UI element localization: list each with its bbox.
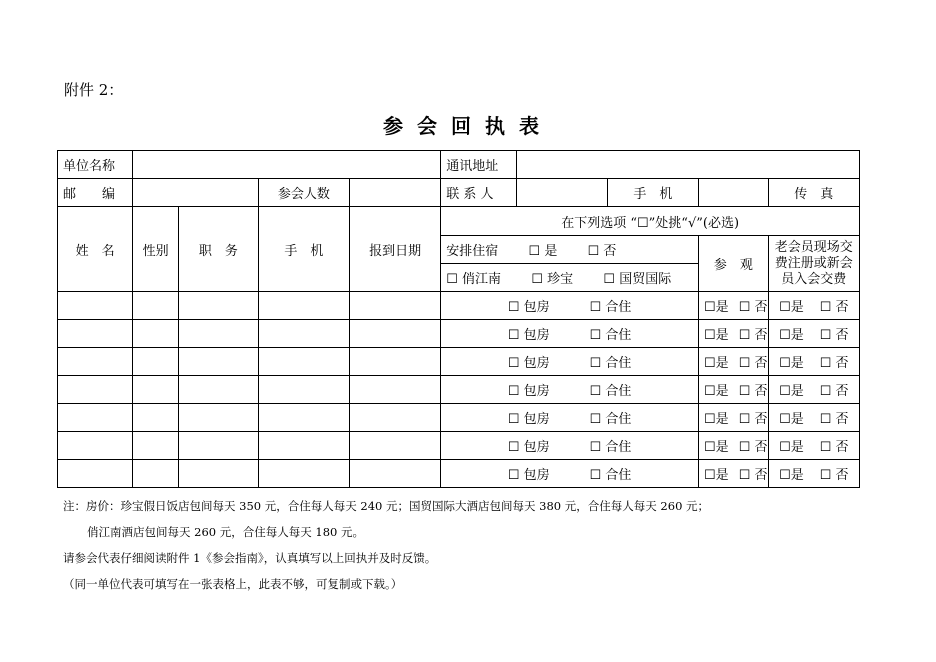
- member-no-checkbox[interactable]: ☐ 否: [819, 328, 849, 343]
- room-type-cell: [441, 376, 699, 404]
- position-cell[interactable]: [178, 320, 258, 348]
- checkin-date-cell[interactable]: [350, 348, 441, 376]
- hotel-guomao-checkbox[interactable]: ☐ 国贸国际: [603, 272, 672, 287]
- member-yes-checkbox[interactable]: ☐是: [779, 328, 804, 343]
- membership-cell: [768, 292, 859, 320]
- room-whole-checkbox[interactable]: ☐ 包房: [507, 300, 550, 315]
- member-no-checkbox[interactable]: ☐ 否: [819, 384, 849, 399]
- room-shared-checkbox[interactable]: ☐ 合住: [589, 356, 632, 371]
- name-cell[interactable]: [58, 404, 133, 432]
- contact-label: 联 系 人: [441, 179, 516, 207]
- member-yes-checkbox[interactable]: ☐是: [779, 468, 804, 483]
- checkin-date-cell[interactable]: [350, 376, 441, 404]
- mobile-cell[interactable]: [258, 460, 349, 488]
- mobile-label: 手 机: [607, 179, 698, 207]
- table-row: [58, 460, 860, 488]
- position-cell[interactable]: [178, 292, 258, 320]
- lodging-label: 安排住宿: [446, 244, 499, 259]
- visit-cell: [699, 348, 769, 376]
- gender-cell[interactable]: [133, 404, 179, 432]
- mobile-field[interactable]: [699, 179, 769, 207]
- membership-cell: [768, 376, 859, 404]
- member-no-checkbox[interactable]: ☐ 否: [819, 412, 849, 427]
- unit-name-label: 单位名称: [58, 151, 133, 179]
- mobile-cell[interactable]: [258, 376, 349, 404]
- membership-cell: [768, 460, 859, 488]
- name-cell[interactable]: [58, 376, 133, 404]
- contact-field[interactable]: [516, 179, 607, 207]
- col-position: 职 务: [178, 207, 258, 292]
- room-whole-checkbox[interactable]: ☐ 包房: [507, 328, 550, 343]
- visit-cell: [699, 404, 769, 432]
- col-gender: 性别: [133, 207, 179, 292]
- room-whole-checkbox[interactable]: ☐ 包房: [507, 468, 550, 483]
- visit-yes-checkbox[interactable]: ☐是: [704, 412, 729, 427]
- visit-cell: [699, 432, 769, 460]
- position-cell[interactable]: [178, 376, 258, 404]
- visit-cell: [699, 460, 769, 488]
- gender-cell[interactable]: [133, 292, 179, 320]
- visit-yes-checkbox[interactable]: ☐是: [704, 328, 729, 343]
- checkin-date-cell[interactable]: [350, 404, 441, 432]
- visit-cell: [699, 376, 769, 404]
- visit-no-checkbox[interactable]: ☐ 否: [738, 412, 768, 427]
- attendees-field[interactable]: [350, 179, 441, 207]
- registration-table: [57, 150, 860, 488]
- table-row: [58, 432, 860, 460]
- member-no-checkbox[interactable]: ☐ 否: [819, 468, 849, 483]
- note-line-4: （同一单位代表可填写在一张表格上，此表不够，可复制或下载。）: [63, 577, 403, 591]
- col-membership: 老会员现场交费注册或新会员入会交费: [768, 236, 859, 292]
- member-yes-checkbox[interactable]: ☐是: [779, 384, 804, 399]
- notes: [63, 493, 709, 597]
- membership-cell: [768, 432, 859, 460]
- lodging-yes-checkbox[interactable]: ☐ 是: [528, 244, 558, 259]
- hotel-zhenbao-checkbox[interactable]: ☐ 珍宝: [531, 272, 574, 287]
- gender-cell[interactable]: [133, 348, 179, 376]
- member-yes-checkbox[interactable]: ☐是: [779, 412, 804, 427]
- membership-cell: [768, 348, 859, 376]
- visit-cell: [699, 292, 769, 320]
- table-row: [58, 292, 860, 320]
- room-type-cell: [441, 432, 699, 460]
- lodging-row: [441, 236, 699, 264]
- visit-no-checkbox[interactable]: ☐ 否: [738, 328, 768, 343]
- room-whole-checkbox[interactable]: ☐ 包房: [507, 440, 550, 455]
- gender-cell[interactable]: [133, 376, 179, 404]
- member-no-checkbox[interactable]: ☐ 否: [819, 440, 849, 455]
- col-visit: 参 观: [699, 236, 769, 292]
- gender-cell[interactable]: [133, 320, 179, 348]
- room-shared-checkbox[interactable]: ☐ 合住: [589, 384, 632, 399]
- room-whole-checkbox[interactable]: ☐ 包房: [507, 412, 550, 427]
- hotel-row: [441, 264, 699, 292]
- address-field[interactable]: [516, 151, 859, 179]
- visit-no-checkbox[interactable]: ☐ 否: [738, 384, 768, 399]
- form-title: 参会回执表: [383, 114, 553, 138]
- table-row: [58, 376, 860, 404]
- room-whole-checkbox[interactable]: ☐ 包房: [507, 384, 550, 399]
- member-no-checkbox[interactable]: ☐ 否: [819, 300, 849, 315]
- visit-cell: [699, 320, 769, 348]
- name-cell[interactable]: [58, 292, 133, 320]
- col-name: 姓 名: [58, 207, 133, 292]
- attachment-label: 附件 2：: [64, 81, 124, 99]
- membership-cell: [768, 404, 859, 432]
- position-cell[interactable]: [178, 404, 258, 432]
- membership-cell: [768, 320, 859, 348]
- visit-yes-checkbox[interactable]: ☐是: [704, 300, 729, 315]
- note-line-3: 请参会代表仔细阅读附件 1《参会指南》，认真填写以上回执并及时反馈。: [63, 551, 437, 565]
- name-cell[interactable]: [58, 320, 133, 348]
- visit-yes-checkbox[interactable]: ☐是: [704, 356, 729, 371]
- fax-label: 传 真: [768, 179, 859, 207]
- visit-no-checkbox[interactable]: ☐ 否: [738, 468, 768, 483]
- room-type-cell: [441, 320, 699, 348]
- col-mobile: 手 机: [258, 207, 349, 292]
- member-yes-checkbox[interactable]: ☐是: [779, 440, 804, 455]
- room-shared-checkbox[interactable]: ☐ 合住: [589, 328, 632, 343]
- checkin-date-cell[interactable]: [350, 320, 441, 348]
- visit-yes-checkbox[interactable]: ☐是: [704, 384, 729, 399]
- gender-cell[interactable]: [133, 460, 179, 488]
- visit-no-checkbox[interactable]: ☐ 否: [738, 440, 768, 455]
- visit-no-checkbox[interactable]: ☐ 否: [738, 356, 768, 371]
- visit-yes-checkbox[interactable]: ☐是: [704, 468, 729, 483]
- position-cell[interactable]: [178, 432, 258, 460]
- room-shared-checkbox[interactable]: ☐ 合住: [589, 412, 632, 427]
- table-row: [58, 320, 860, 348]
- mobile-cell[interactable]: [258, 292, 349, 320]
- room-type-cell: [441, 292, 699, 320]
- selection-instruction: 在下列选项 “☐”处挑“√”(必选): [441, 207, 860, 236]
- room-shared-checkbox[interactable]: ☐ 合住: [589, 468, 632, 483]
- mobile-cell[interactable]: [258, 404, 349, 432]
- address-label: 通讯地址: [441, 151, 516, 179]
- note-line-1: 注：房价：珍宝假日饭店包间每天 350 元，合住每人每天 240 元；国贸国际大酒店包间每天 380 元，合住每人每天 260 元；: [63, 499, 710, 513]
- room-shared-checkbox[interactable]: ☐ 合住: [589, 440, 632, 455]
- position-cell[interactable]: [178, 348, 258, 376]
- unit-name-field[interactable]: [133, 151, 441, 179]
- position-cell[interactable]: [178, 460, 258, 488]
- member-yes-checkbox[interactable]: ☐是: [779, 356, 804, 371]
- postcode-label: 邮 编: [58, 179, 133, 207]
- checkin-date-cell[interactable]: [350, 432, 441, 460]
- hotel-qiaojiangnan-checkbox[interactable]: ☐ 俏江南: [446, 272, 502, 287]
- col-checkin-date: 报到日期: [350, 207, 441, 292]
- room-type-cell: [441, 348, 699, 376]
- note-line-2: 俏江南酒店包间每天 260 元，合住每人每天 180 元。: [87, 525, 365, 539]
- postcode-field[interactable]: [133, 179, 258, 207]
- room-shared-checkbox[interactable]: ☐ 合住: [589, 300, 632, 315]
- attendees-label: 参会人数: [258, 179, 349, 207]
- member-yes-checkbox[interactable]: ☐是: [779, 300, 804, 315]
- room-type-cell: [441, 460, 699, 488]
- mobile-cell[interactable]: [258, 348, 349, 376]
- name-cell[interactable]: [58, 432, 133, 460]
- visit-no-checkbox[interactable]: ☐ 否: [738, 300, 768, 315]
- room-type-cell: [441, 404, 699, 432]
- mobile-cell[interactable]: [258, 320, 349, 348]
- gender-cell[interactable]: [133, 432, 179, 460]
- member-no-checkbox[interactable]: ☐ 否: [819, 356, 849, 371]
- table-row: [58, 404, 860, 432]
- table-row: [58, 348, 860, 376]
- name-cell[interactable]: [58, 348, 133, 376]
- name-cell[interactable]: [58, 460, 133, 488]
- lodging-no-checkbox[interactable]: ☐ 否: [587, 244, 617, 259]
- mobile-cell[interactable]: [258, 432, 349, 460]
- checkin-date-cell[interactable]: [350, 460, 441, 488]
- room-whole-checkbox[interactable]: ☐ 包房: [507, 356, 550, 371]
- visit-yes-checkbox[interactable]: ☐是: [704, 440, 729, 455]
- checkin-date-cell[interactable]: [350, 292, 441, 320]
